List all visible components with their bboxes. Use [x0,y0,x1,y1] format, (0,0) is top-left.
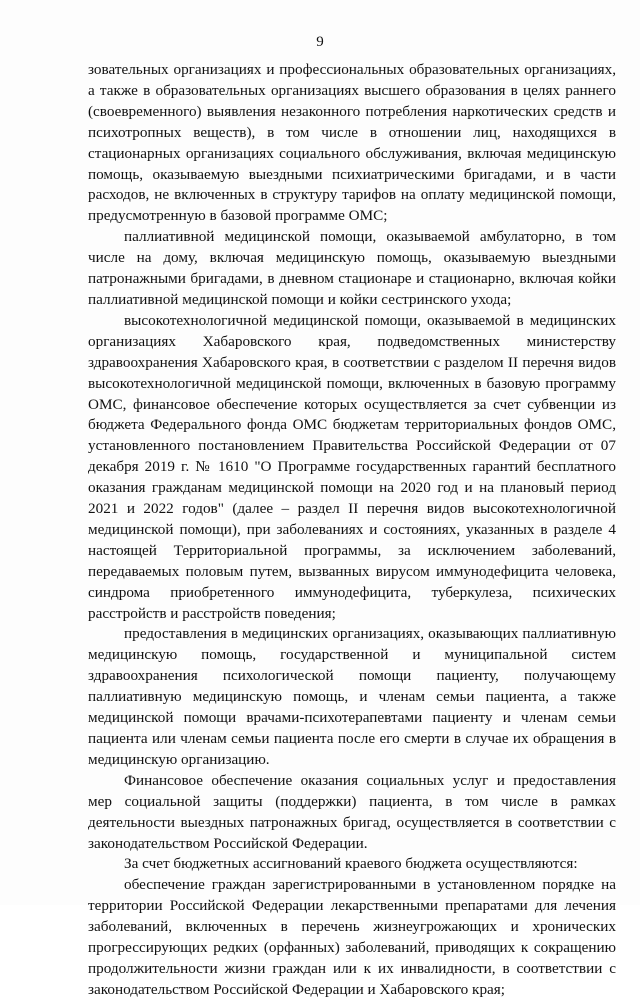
document-body [88,60,616,1001]
paragraph: паллиативной медицинской помощи, оказываемой амбулаторно, в том числе на дому, включая медицинскую помощь, оказываемую выездными патронажными бригадами, в дневном стационаре и стационарно, включая койки паллиативной медицинской помощи и койки сестринского ухода; [88,228,616,308]
paragraph: высокотехнологичной медицинской помощи, оказываемой в медицинских организациях Хабаровского края, подведомственных министерству здравоохранения Хабаровского края, в соответствии с разделом II перечня видов высокотехнологичной медицинской помощи, включенных в базовую программу ОМС, финансовое обеспечение которых осуществляется за счет субвенции из бюджета Федерального фонда ОМС бюджетам территориальных фондов ОМС, установленного постановлением Правительства Российской Федерации от 07 декабря 2019 г. № 1610 "О Программе государственных гарантий бесплатного оказания гражданам медицинской помощи на 2020 год и на плановый период 2021 и 2022 годов" (далее – раздел II перечня видов высокотехнологичной медицинской помощи), при заболеваниях и состояниях, указанных в разделе 4 настоящей Территориальной программы, за исключением заболеваний, передаваемых половым путем, вызванных вирусом иммунодефицита человека, синдрома приобретенного иммунодефицита, туберкулеза, психических расстройств и расстройств поведения; [88,311,616,622]
page-number: 9 [316,34,324,50]
paragraph: зовательных организациях и профессиональных образовательных организациях, а также в образовательных организациях высшего образования в целях раннего (своевременного) выявления незаконного потребления наркотических средств и психотропных веществ), в том числе в отношении лиц, находящихся в стационарных организациях социального обслуживания, включая медицинскую помощь, оказываемую выездными психиатрическими бригадами, и в части расходов, не включенных в структуру тарифов на оплату медицинской помощи, предусмотренную в базовой программе ОМС; [88,61,616,225]
paragraph: обеспечение граждан зарегистрированными в установленном порядке на территории Российской Федерации лекарственными препаратами для лечения заболеваний, включенных в перечень жизнеугрожающих и хронических прогрессирующих редких (орфанных) заболеваний, приводящих к сокращению продолжительности жизни граждан или к их инвалидности, в соответствии с законодательством Российской Федерации и Хабаровского края; [88,876,616,998]
paragraph: Финансовое обеспечение оказания социальных услуг и предоставления мер социальной защиты (поддержки) пациента, в том числе в рамках деятельности выездных патронажных бригад, осуществляется в соответствии с законодательством Российской Федерации. [88,771,616,852]
paragraph: За счет бюджетных ассигнований краевого бюджета осуществляются: [124,855,578,873]
paragraph: предоставления в медицинских организациях, оказывающих паллиативную медицинскую помощь, государственной и муниципальной систем здравоохранения психологической помощи пациенту, получающему паллиативную медицинскую помощь, и членам семьи пациента, а также медицинской помощи врачами-психотерапевтами пациенту и членам семьи пациента или членам семьи пациента после его смерти в случае их обращения в медицинскую организацию. [88,625,616,768]
